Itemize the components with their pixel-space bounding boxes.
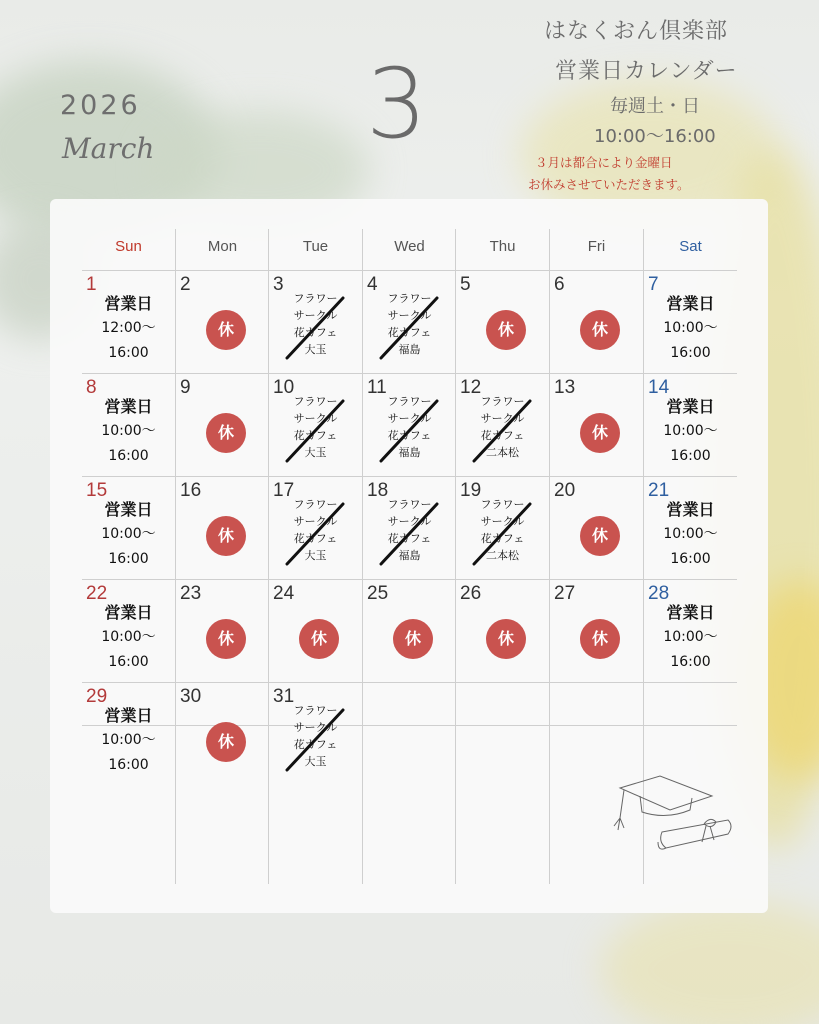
- business-day-label: 営業日: [104, 294, 153, 313]
- closed-badge: 休: [486, 310, 526, 350]
- day-cell-30: [176, 682, 269, 784]
- closed-badge: 休: [206, 619, 246, 659]
- closed-badge: 休: [580, 619, 620, 659]
- strikethrough-line: [375, 399, 445, 465]
- event-line: サークル: [387, 309, 432, 322]
- day-number: 7: [648, 274, 659, 295]
- day-cell-11: [363, 373, 456, 475]
- day-number: 8: [86, 377, 97, 398]
- event-line: サークル: [387, 515, 432, 528]
- strikethrough-line: [281, 399, 351, 465]
- day-number: 1: [86, 274, 97, 295]
- weekday-mon: Mon: [207, 238, 238, 255]
- club-name: はなくおん倶楽部: [544, 19, 729, 44]
- event-line: 花カフェ: [480, 429, 525, 442]
- strikethrough-line: [375, 502, 445, 568]
- notice-line-2: お休みさせていただきます。: [528, 177, 690, 192]
- day-number: 18: [367, 480, 389, 501]
- day-cell-10: [269, 373, 362, 475]
- event-line: 花カフェ: [293, 532, 338, 545]
- event-place: 福島: [398, 446, 421, 459]
- closed-badge: 休: [580, 310, 620, 350]
- business-day-label: 営業日: [104, 397, 153, 416]
- cancelled-event: [269, 496, 362, 564]
- event-line: 花カフェ: [293, 738, 338, 751]
- open-time: 10:00～: [663, 320, 718, 336]
- day-cell-22: [82, 579, 175, 681]
- business-day-info: [82, 498, 175, 572]
- cancelled-event: [269, 702, 362, 770]
- event-line: フラワー: [293, 395, 338, 408]
- event-line: サークル: [480, 515, 525, 528]
- business-day-label: 営業日: [666, 397, 715, 416]
- strikethrough-line: [468, 502, 538, 568]
- business-day-info: [644, 601, 737, 675]
- day-number: 22: [86, 583, 108, 604]
- cancelled-event: [269, 393, 362, 461]
- event-line: フラワー: [387, 292, 432, 305]
- open-time: 10:00～: [101, 526, 156, 542]
- day-cell-6: [550, 270, 643, 372]
- day-number: 30: [180, 686, 202, 707]
- day-cell-21: [644, 476, 737, 578]
- day-cell-13: [550, 373, 643, 475]
- day-cell-27: [550, 579, 643, 681]
- open-hours: 10:00～16:00: [594, 126, 716, 147]
- month-name-label: March: [62, 132, 155, 165]
- cancelled-event: [456, 393, 549, 461]
- event-line: 花カフェ: [480, 532, 525, 545]
- weekday-sun: Sun: [115, 238, 142, 255]
- strikethrough-line: [281, 708, 351, 774]
- event-line: サークル: [480, 412, 525, 425]
- day-cell-16: [176, 476, 269, 578]
- day-number: 21: [648, 480, 670, 501]
- day-cell-17: [269, 476, 362, 578]
- day-cell-7: [644, 270, 737, 372]
- day-cell-23: [176, 579, 269, 681]
- event-line: フラワー: [293, 704, 338, 717]
- day-cell-24: [269, 579, 362, 681]
- event-place: 福島: [398, 343, 421, 356]
- business-day-label: 営業日: [104, 706, 153, 725]
- closed-badge: 休: [299, 619, 339, 659]
- event-line: サークル: [293, 309, 338, 322]
- day-cell-12: [456, 373, 549, 475]
- closed-badge: 休: [393, 619, 433, 659]
- event-place: 二本松: [486, 549, 519, 562]
- day-number: 15: [86, 480, 108, 501]
- close-time: 16:00: [108, 448, 149, 464]
- day-number: 10: [273, 377, 295, 398]
- day-cell-5: [456, 270, 549, 372]
- weekday-sat: Sat: [679, 238, 702, 255]
- close-time: 16:00: [108, 345, 149, 361]
- day-cell-15: [82, 476, 175, 578]
- open-time: 10:00～: [663, 526, 718, 542]
- business-day-info: [82, 704, 175, 778]
- strikethrough-line: [468, 399, 538, 465]
- closed-badge: 休: [580, 413, 620, 453]
- day-cell-18: [363, 476, 456, 578]
- event-line: サークル: [293, 515, 338, 528]
- closed-badge: 休: [206, 413, 246, 453]
- business-day-info: [82, 601, 175, 675]
- open-time: 10:00～: [101, 629, 156, 645]
- close-time: 16:00: [108, 654, 149, 670]
- business-day-label: 営業日: [666, 603, 715, 622]
- day-cell-8: [82, 373, 175, 475]
- day-cell-26: [456, 579, 549, 681]
- event-line: 花カフェ: [293, 326, 338, 339]
- cancelled-event: [363, 496, 456, 564]
- day-number: 31: [273, 686, 295, 707]
- closed-badge: 休: [206, 310, 246, 350]
- weekday-tue: Tue: [302, 238, 329, 255]
- event-line: サークル: [293, 721, 338, 734]
- day-number: 14: [648, 377, 670, 398]
- open-time: 12:00～: [101, 320, 156, 336]
- business-day-info: [644, 292, 737, 366]
- day-number: 2: [180, 274, 191, 295]
- close-time: 16:00: [108, 757, 149, 773]
- day-number: 13: [554, 377, 576, 398]
- day-number: 23: [180, 583, 202, 604]
- day-cell-28: [644, 579, 737, 681]
- day-number: 25: [367, 583, 389, 604]
- weekday-wed: Wed: [394, 238, 425, 255]
- open-time: 10:00～: [663, 629, 718, 645]
- day-number: 9: [180, 377, 191, 398]
- close-time: 16:00: [670, 551, 711, 567]
- day-number: 17: [273, 480, 295, 501]
- notice-line-1: ３月は都合により金曜日: [535, 155, 673, 170]
- day-cell-14: [644, 373, 737, 475]
- day-cell-1: [82, 270, 175, 372]
- event-place: 福島: [398, 549, 421, 562]
- day-cell-9: [176, 373, 269, 475]
- closed-badge: 休: [486, 619, 526, 659]
- business-day-info: [82, 292, 175, 366]
- day-number: 3: [273, 274, 284, 295]
- event-line: フラワー: [387, 395, 432, 408]
- day-cell-19: [456, 476, 549, 578]
- day-cell-29: [82, 682, 175, 784]
- cancelled-event: [363, 290, 456, 358]
- day-number: 4: [367, 274, 378, 295]
- day-number: 5: [460, 274, 471, 295]
- event-place: 大玉: [304, 446, 327, 459]
- event-line: フラワー: [293, 498, 338, 511]
- day-cell-20: [550, 476, 643, 578]
- day-number: 6: [554, 274, 565, 295]
- event-line: フラワー: [480, 498, 525, 511]
- business-day-label: 営業日: [104, 603, 153, 622]
- day-number: 12: [460, 377, 482, 398]
- event-line: フラワー: [387, 498, 432, 511]
- event-line: 花カフェ: [293, 429, 338, 442]
- strikethrough-line: [281, 502, 351, 568]
- business-day-label: 営業日: [666, 294, 715, 313]
- strikethrough-line: [281, 296, 351, 362]
- business-day-label: 営業日: [104, 500, 153, 519]
- day-number: 16: [180, 480, 202, 501]
- day-number: 19: [460, 480, 482, 501]
- open-time: 10:00～: [101, 732, 156, 748]
- cancelled-event: [269, 290, 362, 358]
- day-cell-3: [269, 270, 362, 372]
- day-number: 11: [367, 377, 387, 398]
- business-day-info: [82, 395, 175, 469]
- close-time: 16:00: [670, 345, 711, 361]
- day-number: 20: [554, 480, 576, 501]
- event-place: 大玉: [304, 343, 327, 356]
- event-line: サークル: [293, 412, 338, 425]
- event-line: 花カフェ: [387, 429, 432, 442]
- day-number: 26: [460, 583, 482, 604]
- cancelled-event: [363, 393, 456, 461]
- open-time: 10:00～: [663, 423, 718, 439]
- event-place: 大玉: [304, 755, 327, 768]
- event-line: サークル: [387, 412, 432, 425]
- event-line: 花カフェ: [387, 532, 432, 545]
- calendar-title: 営業日カレンダー: [555, 59, 738, 84]
- close-time: 16:00: [670, 654, 711, 670]
- open-time: 10:00～: [101, 423, 156, 439]
- strikethrough-line: [375, 296, 445, 362]
- event-line: フラワー: [480, 395, 525, 408]
- closed-badge: 休: [206, 722, 246, 762]
- day-cell-25: [363, 579, 456, 681]
- day-number: 27: [554, 583, 576, 604]
- cancelled-event: [456, 496, 549, 564]
- weekday-fri: Fri: [587, 238, 606, 255]
- closed-badge: 休: [206, 516, 246, 556]
- day-number: 24: [273, 583, 295, 604]
- close-time: 16:00: [108, 551, 149, 567]
- business-day-info: [644, 395, 737, 469]
- day-number: 28: [648, 583, 670, 604]
- day-number: 29: [86, 686, 108, 707]
- month-number: 3: [366, 48, 428, 160]
- event-place: 大玉: [304, 549, 327, 562]
- event-line: フラワー: [293, 292, 338, 305]
- day-cell-4: [363, 270, 456, 372]
- weekday-thu: Thu: [489, 238, 516, 255]
- business-day-label: 営業日: [666, 500, 715, 519]
- year-label: 2026: [60, 90, 141, 121]
- day-cell-2: [176, 270, 269, 372]
- closed-badge: 休: [580, 516, 620, 556]
- close-time: 16:00: [670, 448, 711, 464]
- open-days: 毎週土・日: [610, 96, 700, 117]
- day-cell-31: [269, 682, 362, 784]
- event-line: 花カフェ: [387, 326, 432, 339]
- event-place: 二本松: [486, 446, 519, 459]
- graduation-cap-diploma-illustration: [600, 770, 740, 870]
- business-day-info: [644, 498, 737, 572]
